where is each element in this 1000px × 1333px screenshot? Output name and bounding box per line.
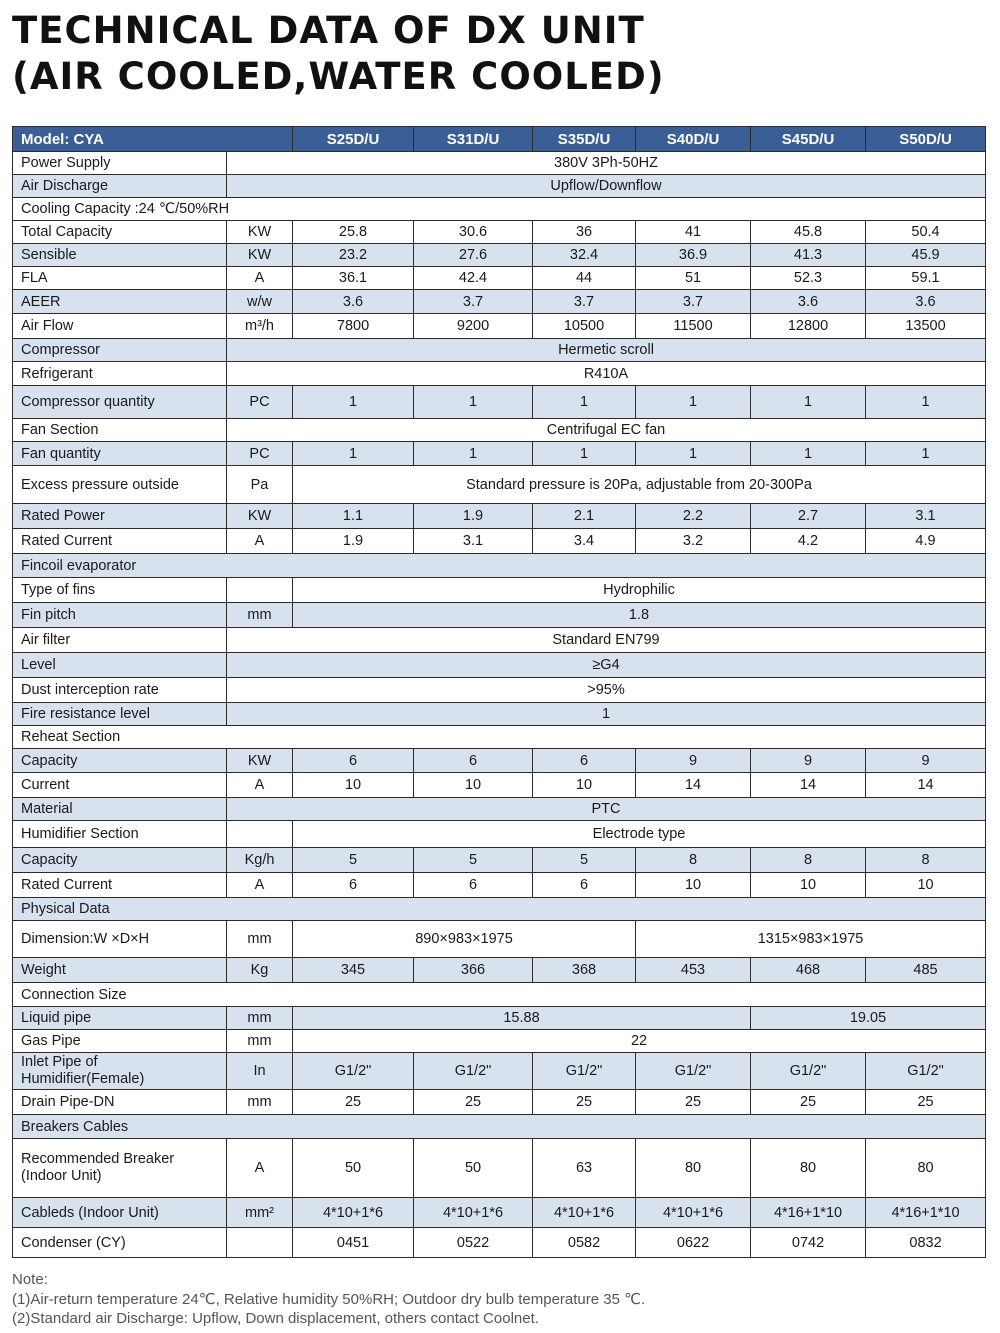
table-row: [13, 221, 986, 244]
page-title: [12, 8, 665, 100]
value-cell: 1: [751, 442, 866, 466]
value-cell: 51: [636, 267, 751, 290]
value-cell: 3.7: [414, 290, 533, 314]
table-row: [13, 504, 986, 529]
unit-cell: KW: [227, 749, 293, 773]
span-value: Hydrophilic: [293, 578, 986, 603]
table-row: [13, 362, 986, 386]
group-value: 19.05: [751, 1007, 986, 1030]
value-cell: 4.9: [866, 529, 986, 554]
table-row: [13, 1198, 986, 1228]
row-label: Rated Power: [13, 504, 227, 529]
note-line: (2)Standard air Discharge: Upflow, Down displacement, others contact Coolnet.: [12, 1310, 539, 1327]
table-row: [13, 898, 986, 921]
value-cell: 4*10+1*6: [414, 1198, 533, 1228]
value-cell: 0832: [866, 1228, 986, 1258]
model-label: Model: CYA: [13, 127, 293, 152]
value-cell: 4*10+1*6: [636, 1198, 751, 1228]
unit-cell: Pa: [227, 466, 293, 504]
value-cell: G1/2": [293, 1053, 414, 1090]
value-cell: 6: [293, 749, 414, 773]
table-row: [13, 921, 986, 958]
value-cell: 25: [414, 1090, 533, 1115]
value-cell: 10500: [533, 314, 636, 339]
value-cell: 4*16+1*10: [751, 1198, 866, 1228]
value-cell: 1.1: [293, 504, 414, 529]
table-row: [13, 442, 986, 466]
value-cell: 45.9: [866, 244, 986, 267]
row-label: Power Supply: [13, 152, 227, 175]
unit-cell: [227, 821, 293, 848]
value-cell: 25: [533, 1090, 636, 1115]
row-label: Rated Current: [13, 529, 227, 554]
value-cell: G1/2": [533, 1053, 636, 1090]
value-cell: 44: [533, 267, 636, 290]
unit-cell: Kg/h: [227, 848, 293, 873]
span-value: 22: [293, 1030, 986, 1053]
unit-cell: w/w: [227, 290, 293, 314]
row-label: Fire resistance level: [13, 703, 227, 726]
row-label: Level: [13, 653, 227, 678]
model-header: S25D/U: [293, 127, 414, 152]
unit-cell: [227, 578, 293, 603]
section-label: Breakers Cables: [13, 1115, 986, 1139]
table-row: [13, 244, 986, 267]
value-cell: 10: [533, 773, 636, 798]
table-row: [13, 386, 986, 419]
spec-table-body: [13, 152, 986, 1258]
value-cell: 25: [293, 1090, 414, 1115]
unit-cell: In: [227, 1053, 293, 1090]
value-cell: G1/2": [636, 1053, 751, 1090]
unit-cell: A: [227, 267, 293, 290]
row-label: Drain Pipe-DN: [13, 1090, 227, 1115]
unit-cell: A: [227, 873, 293, 898]
table-row: [13, 1228, 986, 1258]
value-cell: 6: [414, 749, 533, 773]
value-cell: 1: [414, 442, 533, 466]
unit-cell: [227, 1228, 293, 1258]
row-label: Fan quantity: [13, 442, 227, 466]
value-cell: 1: [533, 442, 636, 466]
value-cell: G1/2": [751, 1053, 866, 1090]
unit-cell: mm²: [227, 1198, 293, 1228]
value-cell: 14: [751, 773, 866, 798]
row-label: Refrigerant: [13, 362, 227, 386]
value-cell: 10: [293, 773, 414, 798]
row-label: Weight: [13, 958, 227, 983]
value-cell: 9200: [414, 314, 533, 339]
value-cell: 80: [751, 1139, 866, 1198]
row-label: Fin pitch: [13, 603, 227, 628]
group-value: 15.88: [293, 1007, 751, 1030]
row-label: Sensible: [13, 244, 227, 267]
row-label: Type of fins: [13, 578, 227, 603]
value-cell: 3.7: [636, 290, 751, 314]
value-cell: 4.2: [751, 529, 866, 554]
model-header: S31D/U: [414, 127, 533, 152]
value-cell: 14: [866, 773, 986, 798]
value-cell: 5: [533, 848, 636, 873]
table-row: [13, 1139, 986, 1198]
table-row: [13, 1090, 986, 1115]
table-row: [13, 1053, 986, 1090]
span-value: R410A: [227, 362, 986, 386]
row-label: Humidifier Section: [13, 821, 227, 848]
section-label: Connection Size: [13, 983, 986, 1007]
value-cell: 45.8: [751, 221, 866, 244]
value-cell: 50: [293, 1139, 414, 1198]
value-cell: 1: [533, 386, 636, 419]
row-label: Air Discharge: [13, 175, 227, 198]
value-cell: 2.7: [751, 504, 866, 529]
table-row: [13, 726, 986, 749]
unit-cell: mm: [227, 921, 293, 958]
row-label: Liquid pipe: [13, 1007, 227, 1030]
value-cell: 0451: [293, 1228, 414, 1258]
table-row: [13, 419, 986, 442]
value-cell: 3.1: [866, 504, 986, 529]
table-row: [13, 703, 986, 726]
value-cell: 2.1: [533, 504, 636, 529]
value-cell: 25: [866, 1090, 986, 1115]
value-cell: 3.7: [533, 290, 636, 314]
value-cell: 80: [636, 1139, 751, 1198]
row-label: Inlet Pipe of Humidifier(Female): [13, 1053, 227, 1090]
page-title-line-2: (AIR COOLED,WATER COOLED): [12, 55, 665, 98]
value-cell: 485: [866, 958, 986, 983]
table-row: [13, 339, 986, 362]
value-cell: 23.2: [293, 244, 414, 267]
value-cell: 1: [751, 386, 866, 419]
row-label: Excess pressure outside: [13, 466, 227, 504]
unit-cell: A: [227, 1139, 293, 1198]
model-header: S35D/U: [533, 127, 636, 152]
row-label: AEER: [13, 290, 227, 314]
row-label: Material: [13, 798, 227, 821]
value-cell: 50.4: [866, 221, 986, 244]
model-header: S40D/U: [636, 127, 751, 152]
table-row: [13, 848, 986, 873]
value-cell: 3.1: [414, 529, 533, 554]
value-cell: 1: [866, 442, 986, 466]
table-row: [13, 773, 986, 798]
table-row: [13, 267, 986, 290]
span-value: PTC: [227, 798, 986, 821]
value-cell: 6: [533, 873, 636, 898]
value-cell: 5: [414, 848, 533, 873]
section-label: Fincoil evaporator: [13, 554, 986, 578]
table-row: [13, 628, 986, 653]
table-row: [13, 873, 986, 898]
row-label: Fan Section: [13, 419, 227, 442]
value-cell: 10: [414, 773, 533, 798]
table-row: [13, 466, 986, 504]
row-label: Air filter: [13, 628, 227, 653]
value-cell: 4*10+1*6: [293, 1198, 414, 1228]
section-label: Physical Data: [13, 898, 986, 921]
value-cell: 5: [293, 848, 414, 873]
row-label: Total Capacity: [13, 221, 227, 244]
value-cell: 2.2: [636, 504, 751, 529]
value-cell: 8: [636, 848, 751, 873]
row-label: Capacity: [13, 848, 227, 873]
page-title-line-1: TECHNICAL DATA OF DX UNIT: [12, 9, 645, 52]
row-label: Rated Current: [13, 873, 227, 898]
row-label: Condenser (CY): [13, 1228, 227, 1258]
table-row: [13, 603, 986, 628]
value-cell: 1: [636, 386, 751, 419]
row-label: Capacity: [13, 749, 227, 773]
table-row: [13, 678, 986, 703]
value-cell: 25: [751, 1090, 866, 1115]
value-cell: 1: [293, 386, 414, 419]
group-value: 890×983×1975: [293, 921, 636, 958]
value-cell: 36.1: [293, 267, 414, 290]
value-cell: 6: [293, 873, 414, 898]
value-cell: 3.4: [533, 529, 636, 554]
table-row: [13, 749, 986, 773]
value-cell: G1/2": [866, 1053, 986, 1090]
unit-cell: KW: [227, 504, 293, 529]
group-value: 1315×983×1975: [636, 921, 986, 958]
span-value: Standard pressure is 20Pa, adjustable from 20-300Pa: [293, 466, 986, 504]
value-cell: 30.6: [414, 221, 533, 244]
value-cell: 59.1: [866, 267, 986, 290]
table-row: [13, 821, 986, 848]
row-label: Air Flow: [13, 314, 227, 339]
value-cell: 1.9: [414, 504, 533, 529]
value-cell: 1: [866, 386, 986, 419]
table-row: [13, 578, 986, 603]
row-label: Compressor: [13, 339, 227, 362]
span-value: Standard EN799: [227, 628, 986, 653]
value-cell: 3.6: [751, 290, 866, 314]
table-row: [13, 653, 986, 678]
unit-cell: PC: [227, 442, 293, 466]
value-cell: 0742: [751, 1228, 866, 1258]
unit-cell: mm: [227, 603, 293, 628]
table-row: [13, 798, 986, 821]
unit-cell: PC: [227, 386, 293, 419]
value-cell: 52.3: [751, 267, 866, 290]
unit-cell: KW: [227, 221, 293, 244]
unit-cell: A: [227, 529, 293, 554]
value-cell: 12800: [751, 314, 866, 339]
span-value: Upflow/Downflow: [227, 175, 986, 198]
value-cell: 3.6: [293, 290, 414, 314]
value-cell: 453: [636, 958, 751, 983]
model-header: S45D/U: [751, 127, 866, 152]
value-cell: 1: [414, 386, 533, 419]
value-cell: 63: [533, 1139, 636, 1198]
value-cell: 1.9: [293, 529, 414, 554]
unit-cell: A: [227, 773, 293, 798]
value-cell: 10: [866, 873, 986, 898]
value-cell: 4*10+1*6: [533, 1198, 636, 1228]
value-cell: 9: [751, 749, 866, 773]
value-cell: 36.9: [636, 244, 751, 267]
value-cell: 32.4: [533, 244, 636, 267]
value-cell: 50: [414, 1139, 533, 1198]
value-cell: 10: [636, 873, 751, 898]
table-row: [13, 198, 986, 221]
row-label: Gas Pipe: [13, 1030, 227, 1053]
unit-cell: mm: [227, 1090, 293, 1115]
table-row: [13, 1007, 986, 1030]
value-cell: 1: [293, 442, 414, 466]
section-label: Cooling Capacity :24 ℃/50%RH: [13, 198, 986, 221]
note-line: (1)Air-return temperature 24℃, Relative humidity 50%RH; Outdoor dry bulb temperature 35 ℃.: [12, 1290, 646, 1308]
value-cell: G1/2": [414, 1053, 533, 1090]
span-value: >95%: [227, 678, 986, 703]
value-cell: 6: [414, 873, 533, 898]
table-row: [13, 983, 986, 1007]
value-cell: 9: [866, 749, 986, 773]
span-value: Centrifugal EC fan: [227, 419, 986, 442]
value-cell: 8: [866, 848, 986, 873]
value-cell: 7800: [293, 314, 414, 339]
spec-table: [12, 126, 986, 1258]
row-label: Cableds (Indoor Unit): [13, 1198, 227, 1228]
unit-cell: Kg: [227, 958, 293, 983]
span-value: Hermetic scroll: [227, 339, 986, 362]
table-row: [13, 529, 986, 554]
value-cell: 8: [751, 848, 866, 873]
note-section: [12, 1270, 645, 1329]
table-row: [13, 175, 986, 198]
value-cell: 42.4: [414, 267, 533, 290]
unit-cell: mm: [227, 1030, 293, 1053]
unit-cell: KW: [227, 244, 293, 267]
row-label: Recommended Breaker (Indoor Unit): [13, 1139, 227, 1198]
value-cell: 9: [636, 749, 751, 773]
value-cell: 80: [866, 1139, 986, 1198]
row-label: Compressor quantity: [13, 386, 227, 419]
row-label: Dust interception rate: [13, 678, 227, 703]
note-heading: Note:: [12, 1271, 48, 1288]
span-value: 1: [227, 703, 986, 726]
row-label: Dimension:W ×D×H: [13, 921, 227, 958]
table-row: [13, 554, 986, 578]
value-cell: 366: [414, 958, 533, 983]
value-cell: 27.6: [414, 244, 533, 267]
value-cell: 13500: [866, 314, 986, 339]
table-row: [13, 1115, 986, 1139]
row-label: Current: [13, 773, 227, 798]
unit-cell: mm: [227, 1007, 293, 1030]
value-cell: 1: [636, 442, 751, 466]
value-cell: 368: [533, 958, 636, 983]
value-cell: 0582: [533, 1228, 636, 1258]
value-cell: 10: [751, 873, 866, 898]
span-value: 380V 3Ph-50HZ: [227, 152, 986, 175]
value-cell: 11500: [636, 314, 751, 339]
value-cell: 14: [636, 773, 751, 798]
table-row: [13, 152, 986, 175]
row-label: FLA: [13, 267, 227, 290]
value-cell: 468: [751, 958, 866, 983]
value-cell: 4*16+1*10: [866, 1198, 986, 1228]
value-cell: 3.6: [866, 290, 986, 314]
value-cell: 6: [533, 749, 636, 773]
value-cell: 3.2: [636, 529, 751, 554]
span-value: Electrode type: [293, 821, 986, 848]
section-label: Reheat Section: [13, 726, 986, 749]
value-cell: 345: [293, 958, 414, 983]
span-value: 1.8: [293, 603, 986, 628]
value-cell: 36: [533, 221, 636, 244]
value-cell: 25.8: [293, 221, 414, 244]
value-cell: 41: [636, 221, 751, 244]
span-value: ≥G4: [227, 653, 986, 678]
value-cell: 0522: [414, 1228, 533, 1258]
table-row: [13, 958, 986, 983]
table-row: [13, 314, 986, 339]
value-cell: 25: [636, 1090, 751, 1115]
header-row: [13, 127, 986, 152]
value-cell: 41.3: [751, 244, 866, 267]
model-header: S50D/U: [866, 127, 986, 152]
unit-cell: m³/h: [227, 314, 293, 339]
table-row: [13, 1030, 986, 1053]
value-cell: 0622: [636, 1228, 751, 1258]
table-row: [13, 290, 986, 314]
